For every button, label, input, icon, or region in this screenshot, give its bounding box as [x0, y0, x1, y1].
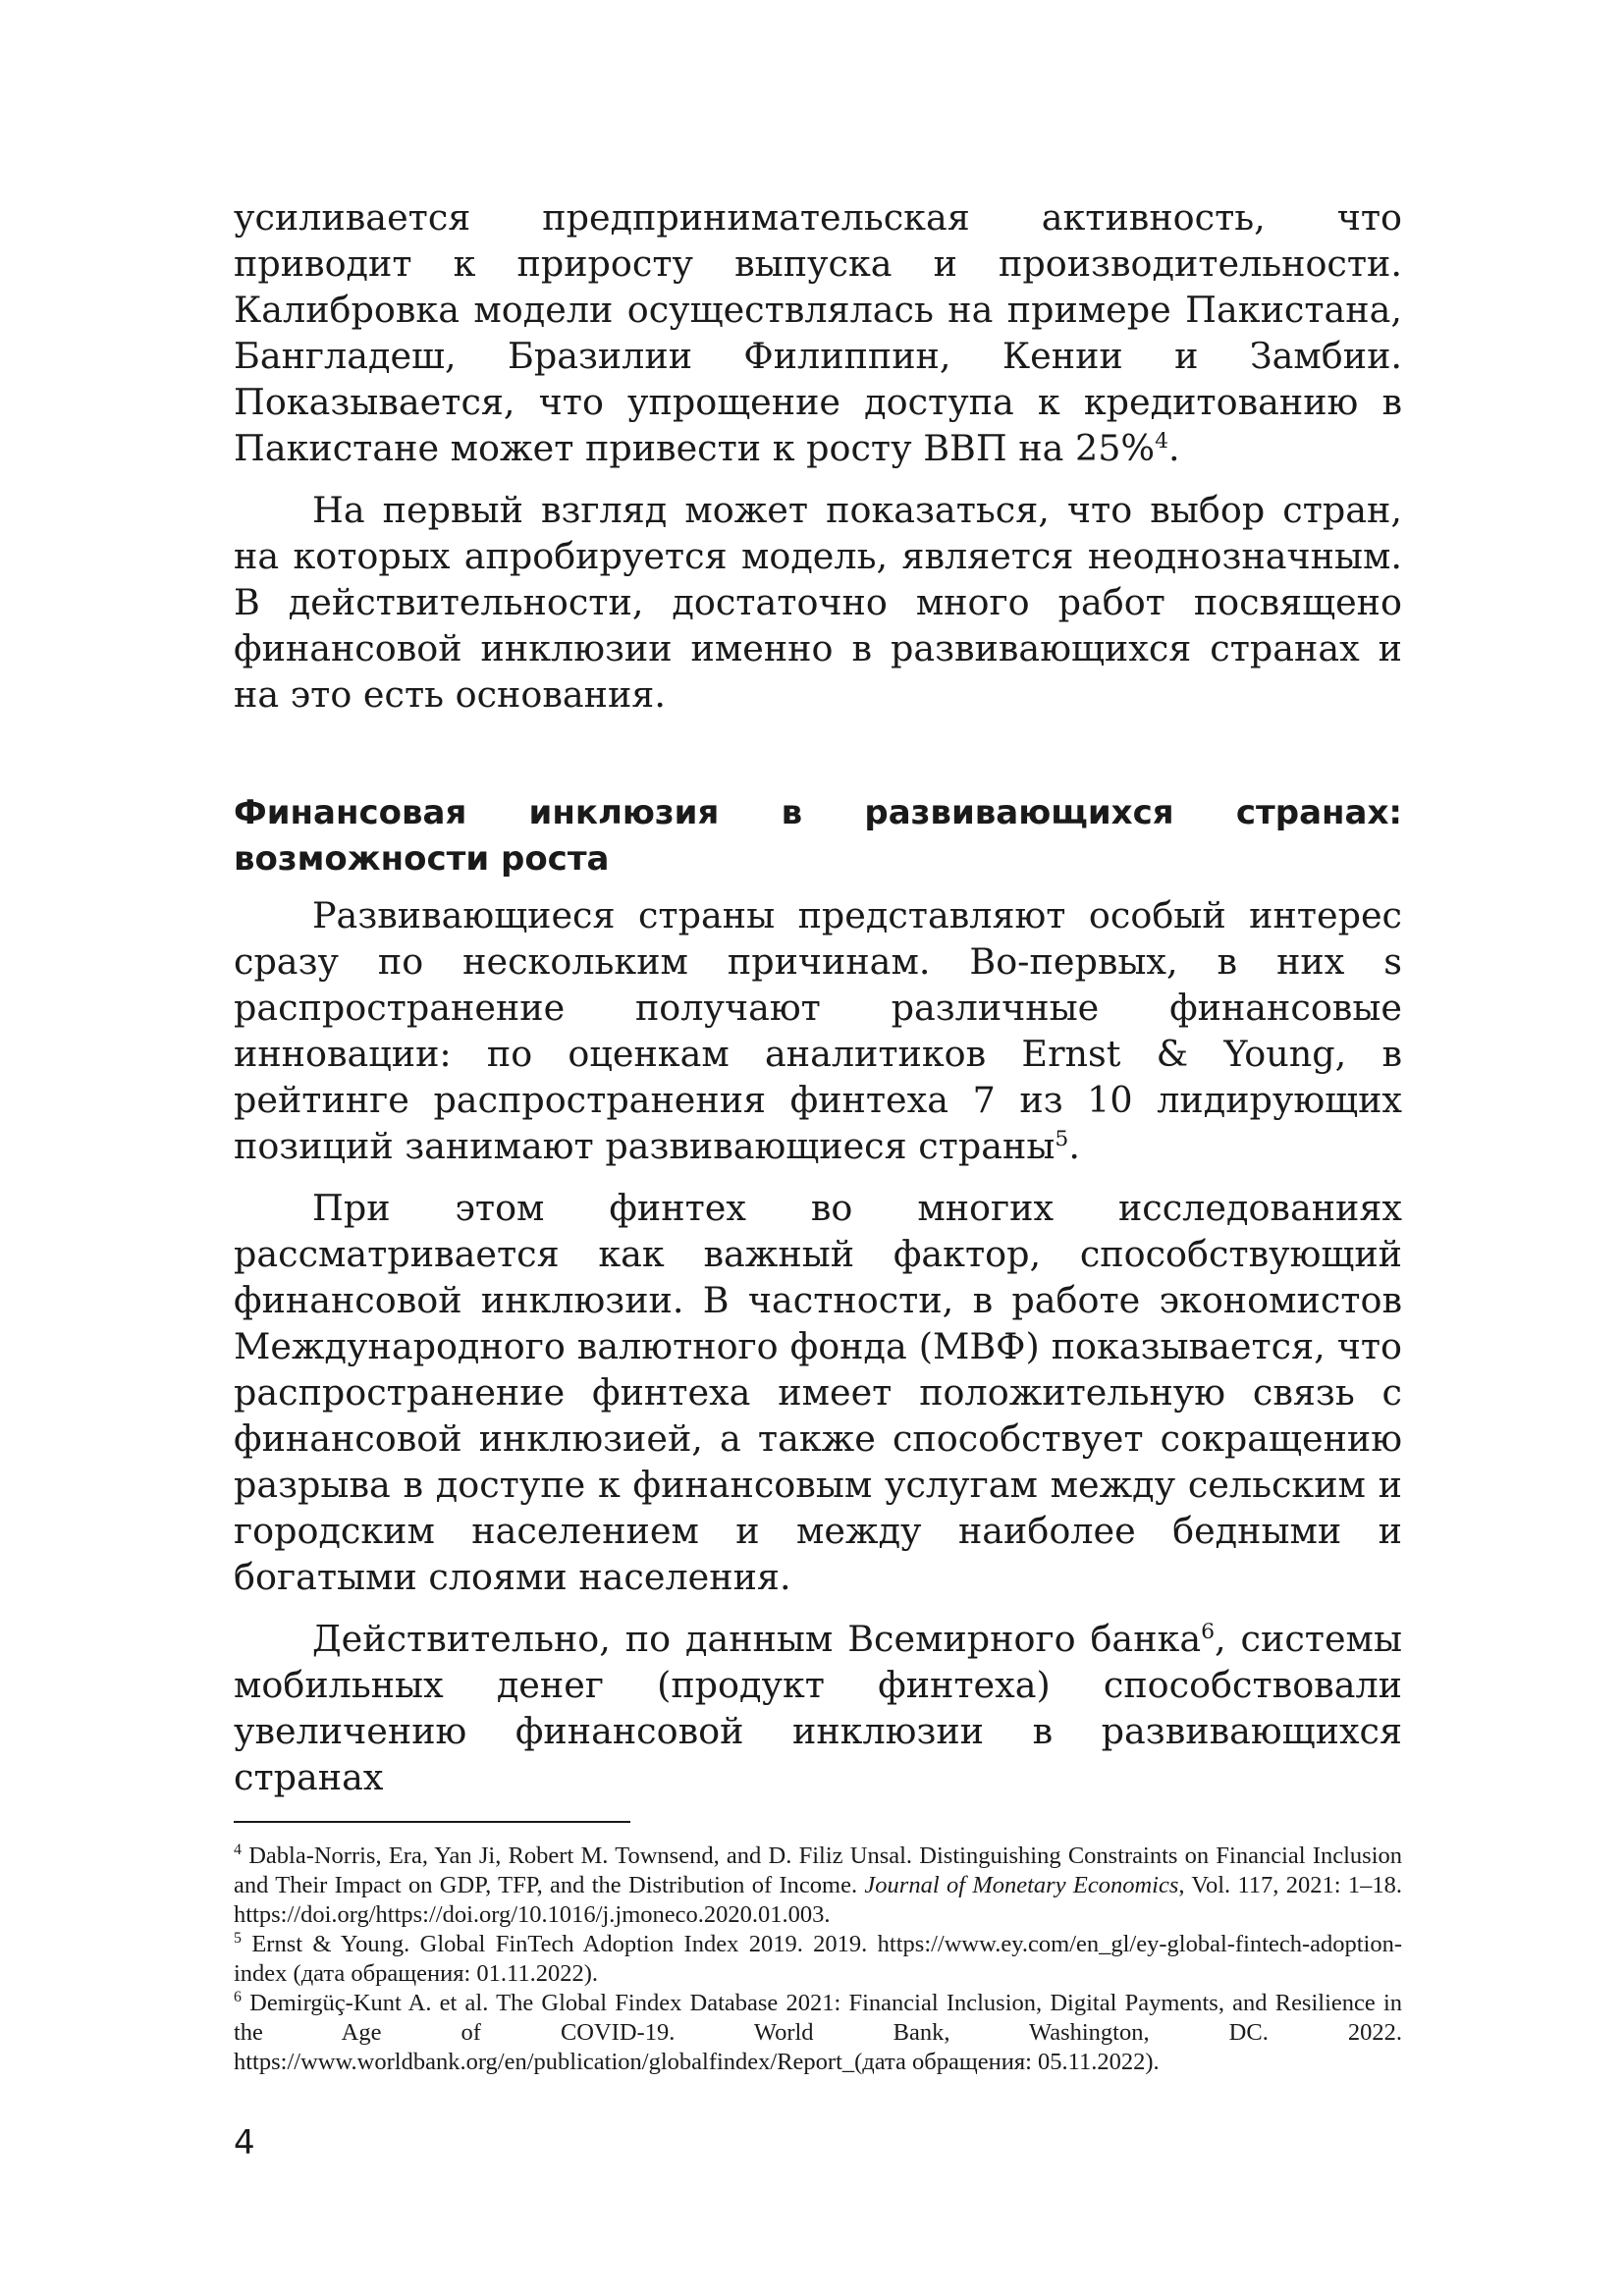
footnote-journal: Journal of Monetary Economics: [864, 1872, 1179, 1898]
paragraph-3: [234, 892, 1402, 1169]
paragraph-5-text-after: , системы мобильных денег (продукт финтеха) способствовали увеличению финансовой инклюзии в развивающихся странах: [234, 1618, 1402, 1798]
page-number: 4: [234, 2123, 255, 2163]
footnote-ref-6[interactable]: 6: [1201, 1619, 1216, 1644]
paragraph-5: [234, 1616, 1402, 1800]
footnote-number: 5: [234, 1929, 242, 1947]
footnote-text[interactable]: Ernst & Young. Global FinTech Adoption Index 2019. 2019. https://www.ey.com/en_gl/ey-global-fintech-adoption-index (дата обращения: 01.11.2022).: [234, 1931, 1402, 1987]
paragraph-3-tail: .: [1068, 1125, 1080, 1167]
footnote-ref-5[interactable]: 5: [1055, 1126, 1069, 1151]
paragraph-1-tail: .: [1168, 427, 1180, 469]
footnotes: [234, 1842, 1402, 2077]
footnote-6: [234, 1989, 1402, 2077]
footnote-text-tail[interactable]: , Vol. 117, 2021: 1–18. https://doi.org/https://doi.org/10.1016/j.jmoneco.2020.01.003.: [234, 1872, 1402, 1928]
paragraph-4: При этом финтех во многих исследованиях рассматривается как важный фактор, способствующий финансовой инклюзии. В частности, в работе экономистов Международного валютного фонда (МВФ) показывается, что распространение финтеха имеет положительную связь с финансовой инклюзией, а также способствует сокращению разрыва в доступе к финансовым услугам между сельским и городским населением и между наиболее бедными и богатыми слоями населения.: [234, 1187, 1402, 1598]
paragraph-3-text: Развивающиеся страны представляют особый интерес сразу по нескольким причинам. Во-первых, в них s распространение получают различные финансовые инновации: по оценкам аналитиков Ernst & Young, в рейтинге распространения финтеха 7 из 10 лидирующих позиций занимают развивающиеся страны: [234, 894, 1402, 1167]
footnote-ref-4[interactable]: 4: [1155, 428, 1169, 454]
page-body: [234, 194, 1402, 1800]
paragraph-1: [234, 194, 1402, 471]
footnote-number: 4: [234, 1841, 242, 1858]
footnote-divider: [234, 1821, 630, 1823]
footnote-text[interactable]: Demirgüç-Kunt A. et al. The Global Findex Database 2021: Financial Inclusion, Digital Payments, and Resilience in the Age of COVID-19. World Bank, Washington, DC. 2022. https://www.worldbank.org/en/publication/globalfindex/Report_(дата обращения: 05.11.2022).: [234, 1990, 1403, 2075]
footnote-5: [234, 1930, 1402, 1989]
paragraph-5-text-before: Действительно, по данным Всемирного банка: [312, 1618, 1202, 1660]
paragraph-2: На первый взгляд может показаться, что выбор стран, на которых апробируется модель, является неоднозначным. В действительности, достаточно много работ посвящено финансовой инклюзии именно в развивающихся странах и на это есть основания.: [234, 489, 1402, 716]
paragraph-1-text: усиливается предпринимательская активность, что приводит к приросту выпуска и производительности. Калибровка модели осуществлялась на примере Пакистана, Бангладеш, Бразилии Филиппин, Кении и Замбии. Показывается, что упрощение доступа к кредитованию в Пакистане может привести к росту ВВП на 25%: [234, 196, 1402, 469]
footnote-4: [234, 1842, 1402, 1930]
section-heading: Финансовая инклюзия в развивающихся странах: возможности роста: [234, 793, 1402, 879]
footnote-text: Dabla-Norris, Era, Yan Ji, Robert M. Townsend, and D. Filiz Unsal. Distinguishing Constraints on Financial Inclusion and Their Impact on GDP, TFP, and the Distribution of Income.: [234, 1842, 1403, 1898]
footnote-number: 6: [234, 1988, 242, 2005]
